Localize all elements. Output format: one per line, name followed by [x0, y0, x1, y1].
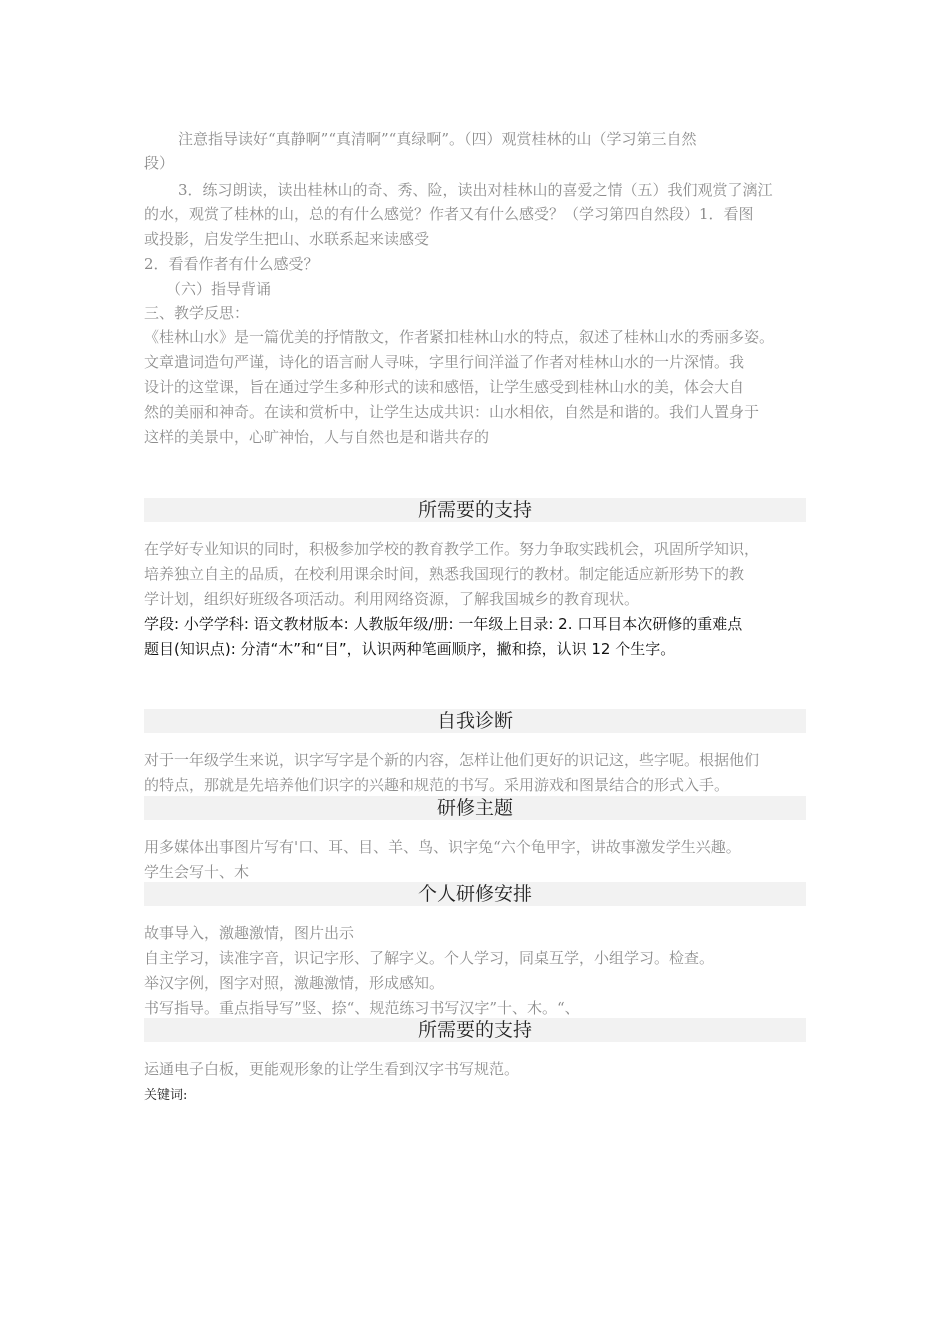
reflection-title: 三、教学反思： [144, 304, 250, 322]
theme-line-2: 学生会写十、木 [144, 863, 250, 881]
section-heading-theme: 研修主题 [144, 796, 806, 820]
section-heading-support: 所需要的支持 [144, 498, 806, 522]
lesson-info-line-2: 题目(知识点): 分清“木”和“目”，认识两种笔画顺序，撇和捺，认识 12 个生字。 [144, 640, 676, 658]
theme-line-1: 用多媒体出事图片写有'口、耳、目、羊、鸟、识字兔“六个龟甲字，讲故事激发学生兴趣。 [144, 838, 741, 856]
instruction-line-2: 段） [144, 154, 175, 172]
diagnosis-line-2: 的特点，那就是先培养他们识字的兴趣和规范的书写。采用游戏和图景结合的形式入手。 [144, 776, 730, 794]
diagnosis-line-1: 对于一年级学生来说，识字写字是个新的内容，怎样让他们更好的识记这，些字呢。根据他们 [144, 751, 760, 769]
plan-line-1: 故事导入，激趣激情，图片出示 [144, 924, 355, 942]
practice-line-2: 的水，观赏了桂林的山，总的有什么感觉？作者又有什么感受？（学习第四自然段）1．看图 [144, 205, 754, 223]
reflection-line-2: 文章遣词造句严谨，诗化的语言耐人寻味，字里行间洋溢了作者对桂林山水的一片深情。我 [144, 353, 745, 371]
instruction-line-1: 注意指导读好“真静啊”“真清啊”“真绿啊”。（四）观赏桂林的山（学习第三自然 [178, 130, 697, 148]
reflection-line-4: 然的美丽和神奇。在读和赏析中，让学生达成共识：山水相依，自然是和谐的。我们人置身于 [144, 403, 760, 421]
section-heading-support-2: 所需要的支持 [144, 1018, 806, 1042]
reflection-line-3: 设计的这堂课，旨在通过学生多种形式的读和感悟，让学生感受到桂林山水的美，体会大自 [144, 378, 745, 396]
reflection-line-1: 《桂林山水》是一篇优美的抒情散文，作者紧扣桂林山水的特点，叙述了桂林山水的秀丽多姿。 [144, 328, 775, 346]
keywords-label: 关键词: [144, 1088, 188, 1103]
plan-line-4: 书写指导。重点指导写”竖、捺“、规范练习书写汉字”十、木。“、 [144, 999, 580, 1017]
practice-line-4: 2．看看作者有什么感受？ [144, 255, 319, 273]
plan-line-3: 举汉字例，图字对照，激趣激情，形成感知。 [144, 974, 445, 992]
section-heading-plan: 个人研修安排 [144, 882, 806, 906]
practice-line-3: 或投影，启发学生把山、水联系起来读感受 [144, 230, 430, 248]
plan-line-2: 自主学习，读准字音，识记字形、了解字义。个人学习，同桌互学，小组学习。检查。 [144, 949, 715, 967]
section-heading-diagnosis: 自我诊断 [144, 709, 806, 733]
support-line-3: 学计划，组织好班级各项活动。利用网络资源，了解我国城乡的教育现状。 [144, 590, 640, 608]
support-line-1: 在学好专业知识的同时，积极参加学校的教育教学工作。努力争取实践机会，巩固所学知识， [144, 540, 760, 558]
support2-line-1: 运通电子白板，更能观形象的让学生看到汉字书写规范。 [144, 1060, 520, 1078]
lesson-info-line-1: 学段: 小学学科: 语文教材版本: 人教版年级/册: 一年级上目录: 2. 口耳目本次研修的重难点 [144, 615, 743, 633]
support-line-2: 培养独立自主的品质，在校利用课余时间，熟悉我国现行的教材。制定能适应新形势下的教 [144, 565, 745, 583]
reflection-line-5: 这样的美景中，心旷神怡，人与自然也是和谐共存的 [144, 428, 490, 446]
practice-line-1: 3．练习朗读，读出桂林山的奇、秀、险，读出对桂林山的喜爱之情（五）我们观赏了漓江 [178, 181, 773, 199]
recite-line: （六）指导背诵 [166, 280, 272, 298]
